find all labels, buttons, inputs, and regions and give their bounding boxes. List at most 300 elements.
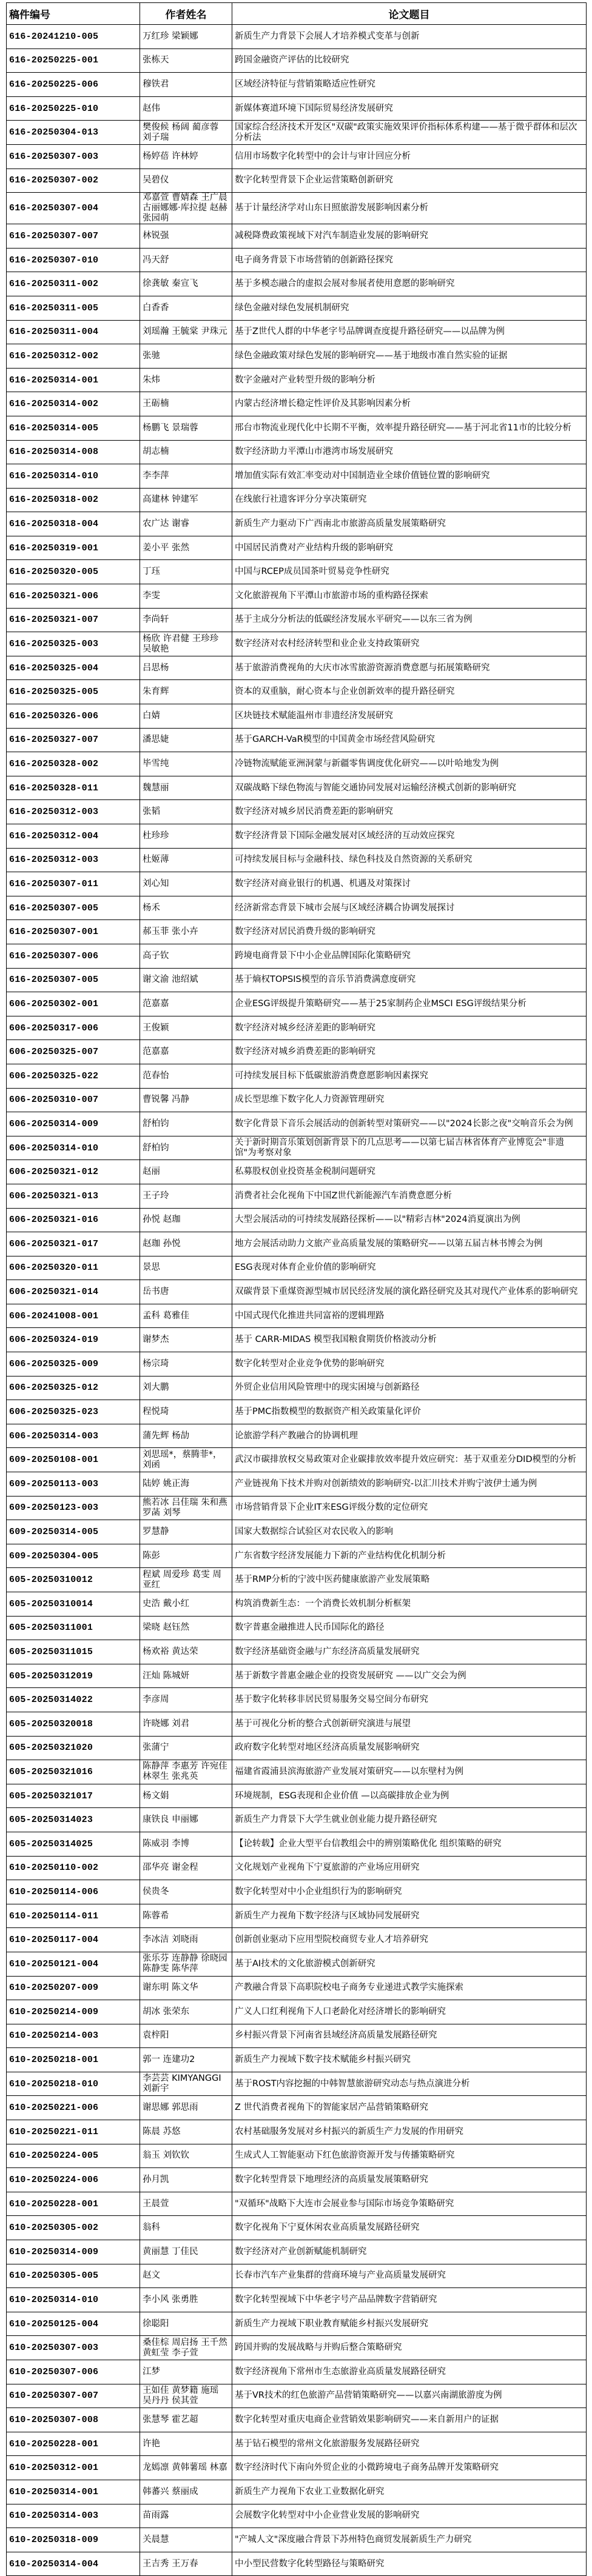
title-cell: 大型会展活动的可持续发展路径探析——以"精彩吉林"2024消夏演出为例 [232,1208,587,1232]
manuscript-id-cell: 610-20250125-004 [7,2312,140,2336]
author-cell: 梁晓 赵钰然 [140,1616,232,1640]
table-row [7,320,587,344]
title-cell: 福建省霞浦县滨海旅游产业发展对策研究——以东壁村为例 [232,1760,587,1784]
author-cell: 林锐强 [140,224,232,249]
table-row [7,776,587,800]
table-row [7,1448,587,1472]
manuscript-id-cell: 609-20250123-003 [7,1496,140,1520]
author-cell: 胡冰 张荣东 [140,2000,232,2024]
table-row [7,416,587,440]
table-row [7,2192,587,2216]
manuscript-id-cell: 605-20250310012 [7,1568,140,1592]
title-cell: 经济新常态背景下城市会展与区域经济耦合协调发展探讨 [232,896,587,920]
author-cell: 陈彭 [140,1544,232,1568]
table-row [7,992,587,1016]
manuscript-id-cell: 606-20250317-006 [7,1016,140,1040]
author-cell: 熊若冰 吕佳瑞 朱和燕 罗菡 刘琴 [140,1496,232,1520]
table-row [7,1280,587,1304]
title-cell: 产业链视角下技术并购对创新绩效的影响研究-以汇川技术并购宁波伊士通为例 [232,1472,587,1497]
table-row [7,1976,587,2000]
table-row [7,1856,587,1880]
author-cell: 杜珍珍 [140,824,232,849]
author-cell: 郭一 连建功2 [140,2048,232,2072]
author-cell: 杨鹏飞 景瑞蓉 [140,416,232,440]
manuscript-id-cell: 610-20250314-010 [7,2288,140,2312]
manuscript-id-cell: 606-20250320-011 [7,1256,140,1280]
author-cell: 毕雪纯 [140,752,232,776]
manuscript-id-cell: 610-20250307-003 [7,2336,140,2360]
title-cell: 基于VR技术的红色旅游产品营销策略研究——以嘉兴南湖旅游度为例 [232,2384,587,2408]
author-cell: 蒲先辉 杨劼 [140,1424,232,1448]
author-cell: 丁珏 [140,560,232,584]
title-cell: 基于主成分分析法的低碳经济发展水平研究——以东三省为例 [232,608,587,632]
manuscript-id-cell: 616-20250312-003 [7,848,140,872]
manuscript-id-cell: 606-20250325-022 [7,1064,140,1088]
manuscript-id-cell: 606-20241008-001 [7,1304,140,1328]
title-cell: 新媒体赛道环境下国际贸易经济发展研究 [232,96,587,121]
manuscript-id-cell: 610-20250314-004 [7,2552,140,2576]
table-row [7,392,587,416]
title-cell: 新质生产力驱动下广西南北市旅游高质量发展策略研究 [232,512,587,536]
table-row [7,512,587,536]
table-row [7,1016,587,1040]
author-cell: 龙嫣凛 黄韩薯瑶 林嘉 [140,2456,232,2480]
manuscript-id-cell: 609-20250304-005 [7,1544,140,1568]
manuscript-id-cell: 610-20250114-006 [7,1880,140,1904]
table-row [7,1160,587,1184]
title-cell: 关于新时期音乐策划创新背景下的几点思考——以第七届吉林省体育产业博览会"非遗馆"为考察对象 [232,1136,587,1160]
table-row [7,1040,587,1064]
title-cell: 数字经济对城乡经济差距的影响研究 [232,1016,587,1040]
manuscript-id-cell: 616-20250304-013 [7,121,140,145]
author-cell: 姜小平 张然 [140,536,232,560]
table-row [7,2312,587,2336]
manuscript-id-cell: 606-20250310-007 [7,1088,140,1112]
table-row [7,1088,587,1112]
title-cell: 增加值实际有效汇率变动对中国制造业全球价值链位置的影响研究 [232,464,587,489]
author-cell: 杨禾 [140,896,232,920]
author-cell: 陈蓉希 [140,1904,232,1928]
manuscript-id-cell: 610-20250307-006 [7,2360,140,2384]
table-row [7,1808,587,1832]
manuscript-id-cell: 616-20250312-003 [7,800,140,824]
manuscript-id-cell: 605-20250314023 [7,1808,140,1832]
manuscript-id-cell: 616-20250314-005 [7,416,140,440]
title-cell: 基于熵权TOPSIS模型的音乐节消费满意度研究 [232,968,587,992]
table-row [7,968,587,992]
table-row [7,2288,587,2312]
author-cell: 程悦琦 [140,1400,232,1424]
header-paper-title: 论文题目 [232,3,587,25]
title-cell: 基于AI技术的文化旅游模式创新研究 [232,1952,587,1976]
title-cell: 企业ESG评级提升策略研究——基于25家制药企业MSCI ESG评级结果分析 [232,992,587,1016]
author-cell: 邵华亮 谢金程 [140,1856,232,1880]
title-cell: 地方会展活动助力文旅产业高质量发展的策略研究——以第五届吉林书博会为例 [232,1232,587,1256]
table-row [7,48,587,73]
author-cell: 苗雨露 [140,2504,232,2528]
table-row [7,1760,587,1784]
table-row [7,488,587,512]
table-row [7,944,587,968]
title-cell: 外贸企业信用风险管理中的现实困境与创新路径 [232,1376,587,1400]
title-cell: 【论转载】企业大型平台信教组会中的辨别策略优化 组织策略的研究 [232,1832,587,1856]
title-cell: 基于新数字普惠金融企业的投资发展研究 ——以广交会为例 [232,1664,587,1688]
manuscript-id-cell: 610-20250307-007 [7,2384,140,2408]
author-cell: 朱育辉 [140,680,232,704]
author-cell: 杨宗琦 [140,1352,232,1376]
author-cell: 李尚轩 [140,608,232,632]
table-row [7,1904,587,1928]
author-cell: 白婧 [140,704,232,729]
manuscript-id-cell: 606-20250324-019 [7,1328,140,1352]
manuscript-id-cell: 606-20250325-007 [7,1040,140,1064]
table-row [7,1664,587,1688]
author-cell: 白香香 [140,296,232,320]
table-row [7,800,587,824]
author-cell: 孙悦 赵珈 [140,1208,232,1232]
manuscript-id-cell: 616-20250314-001 [7,368,140,392]
manuscript-id-cell: 616-20250307-001 [7,920,140,944]
author-cell: 徐龚敏 秦宣飞 [140,272,232,296]
title-cell: 双碳战略下绿色物流与智能交通协同发展对运输经济模式创新的影响研究 [232,776,587,800]
title-cell: 中国居民消费对产业结构升级的影响研究 [232,536,587,560]
title-cell: 数字化转型背景下企业运营策略创新研究 [232,169,587,193]
author-cell: 范嘉嘉 [140,992,232,1016]
title-cell: 电子商务背景下市场营销的创新路径探究 [232,248,587,272]
title-cell: 双碳背景下重煤资源型城市居民经济发展的演化路径研究及其对现代产业体系的影响研究 [232,1280,587,1304]
title-cell: 中小型民营数字化转型路径与策略研究 [232,2552,587,2576]
manuscript-id-cell: 606-20250321-017 [7,1232,140,1256]
table-row [7,25,587,49]
manuscript-id-cell: 610-20250218-001 [7,2048,140,2072]
title-cell: 乡村振兴背景下河南省县域经济高质量发展路径研究 [232,2024,587,2048]
table-row [7,704,587,729]
manuscript-id-cell: 605-20250311015 [7,1640,140,1664]
author-cell: 杨婷蓓 许林婷 [140,144,232,169]
author-cell: 李冰洁 刘晓雨 [140,1928,232,1952]
table-row [7,2360,587,2384]
manuscript-id-cell: 605-20250321020 [7,1736,140,1760]
table-row [7,2216,587,2240]
table-row [7,2168,587,2192]
author-cell: 张蒲宁 [140,1736,232,1760]
title-cell: 数字化转型视域下中华老字号产品品牌数字营销研究 [232,2288,587,2312]
author-cell: 孙月凯 [140,2168,232,2192]
manuscript-id-cell: 616-20250325-005 [7,680,140,704]
table-row [7,656,587,680]
title-cell: 成长型思维下数字化人力资源管理研究 [232,1088,587,1112]
title-cell: 在线旅行社遗客评分分享决策研究 [232,488,587,512]
title-cell: 基于RMP分析的宁波中医药健康旅游产业发展策略 [232,1568,587,1592]
title-cell: 论旅游学科产教融合的协调机理 [232,1424,587,1448]
table-row [7,1352,587,1376]
manuscript-id-cell: 616-20250312-002 [7,344,140,369]
manuscript-id-cell: 616-20250225-006 [7,73,140,97]
title-cell: 数字金融对产业转型升级的影响分析 [232,368,587,392]
title-cell: 区块链技术赋能温州市非遗经济发展研究 [232,704,587,729]
manuscript-id-cell: 610-20250207-009 [7,1976,140,2000]
author-cell: 袁梓阳 [140,2024,232,2048]
title-cell: 新质生产力视角下农业工业数据化研究 [232,2480,587,2504]
manuscript-id-cell: 610-20250305-002 [7,2216,140,2240]
table-row [7,2120,587,2144]
table-row [7,1304,587,1328]
manuscript-id-cell: 610-20250314-003 [7,2504,140,2528]
table-row [7,560,587,584]
manuscript-id-cell: 616-20250327-007 [7,728,140,752]
title-cell: 广义人口红利视角下人口老龄化对经济增长的影响研究 [232,2000,587,2024]
author-cell: 桑佳棕 周启扬 王千然 黄虹莹 李子萱 [140,2336,232,2360]
manuscript-id-cell: 610-20250221-011 [7,2120,140,2144]
title-cell: 基于GARCH-VaR模型的中国黄金市场经营风险研究 [232,728,587,752]
title-cell: 跨国并购的发展战略与并购后整合策略研究 [232,2336,587,2360]
table-row [7,1232,587,1256]
author-cell: 岳书唐 [140,1280,232,1304]
title-cell: Z 世代消费者视角下的智能家居产品营销策略研究 [232,2096,587,2120]
title-cell: 数字经济对产业创新赋能机制研究 [232,2240,587,2264]
author-cell: 江梦 [140,2360,232,2384]
table-row [7,169,587,193]
title-cell: 文化规划产业视角下宁夏旅游的产业场应用研究 [232,1856,587,1880]
table-row [7,144,587,169]
table-row [7,1640,587,1664]
author-cell: 陆婷 姚正海 [140,1472,232,1497]
author-cell: 杨欢裕 黄达荣 [140,1640,232,1664]
table-row [7,632,587,656]
author-cell: 王俊颖 [140,1016,232,1040]
manuscript-id-cell: 606-20250325-009 [7,1352,140,1376]
table-row [7,2552,587,2576]
author-cell: 陈威羽 李博 [140,1832,232,1856]
author-cell: 赵伟 [140,96,232,121]
title-cell: 跨国金融资产评估的比较研究 [232,48,587,73]
table-row [7,2504,587,2528]
header-manuscript-id: 稿件编号 [7,3,140,25]
manuscript-id-cell: 606-20250302-001 [7,992,140,1016]
header-author-names: 作者姓名 [140,3,232,25]
table-row [7,1928,587,1952]
title-cell: ESG表现对体育企业价值的影响研究 [232,1256,587,1280]
manuscript-id-cell: 616-20250311-004 [7,320,140,344]
author-cell: 吴碧仪 [140,169,232,193]
table-row [7,1208,587,1232]
manuscript-id-cell: 616-20250321-006 [7,584,140,609]
title-cell: 创新创业驱动下应用型院校商贸专业人才培养研究 [232,1928,587,1952]
title-cell: 数字经济对城乡居民消费差距的影响研究 [232,800,587,824]
title-cell: 数字化转型对企业竞争优势的影响研究 [232,1352,587,1376]
table-row [7,1376,587,1400]
manuscript-id-cell: 616-20250314-008 [7,440,140,464]
manuscript-id-cell: 616-20250314-010 [7,464,140,489]
table-row [7,848,587,872]
manuscript-id-cell: 605-20250320018 [7,1712,140,1736]
author-cell: 李芸芸 KIMYANGGI 刘新宇 [140,2072,232,2096]
table-row [7,2528,587,2552]
table-row [7,1880,587,1904]
author-cell: 李彦周 [140,1688,232,1712]
author-cell: 杨文娟 [140,1784,232,1808]
title-cell: 基于钻石模型的常州文化旅游服务发展路径研究 [232,2432,587,2456]
title-cell: 广东省数字经济发展能力下新的产业结构优化机制分析 [232,1544,587,1568]
manuscript-id-cell: 616-20250314-002 [7,392,140,416]
manuscript-id-cell: 605-20250314022 [7,1688,140,1712]
author-cell: 张韬 [140,800,232,824]
author-cell: 赵珈 孙悦 [140,1232,232,1256]
author-cell: 张慧琴 霍艺超 [140,2408,232,2432]
author-cell: 王晨萱 [140,2192,232,2216]
title-cell: 数字经济时代下南向外贸企业的小微跨境电子商务品牌开发策略研究 [232,2456,587,2480]
table-row [7,296,587,320]
title-cell: 市场营销背景下企业IT来ESG评级分数的定位研究 [232,1496,587,1520]
manuscript-id-cell: 616-20250318-004 [7,512,140,536]
manuscript-id-cell: 616-20250326-006 [7,704,140,729]
title-cell: 冷链物流赋能亚洲洞蒙与新疆零售调度优化研究——以叶哈地发为例 [232,752,587,776]
table-row [7,1736,587,1760]
title-cell: 基于旅游消费视角的大庆市冰雪旅游资源消费意愿与拓展策略研究 [232,656,587,680]
table-row [7,2240,587,2264]
manuscript-id-cell: 605-20250321017 [7,1784,140,1808]
table-row [7,1136,587,1160]
table-row [7,2024,587,2048]
title-cell: 产教融合背景下高职院校电子商务专业递进式教学实施探索 [232,1976,587,2000]
title-cell: 可持续发展目标与金融科技、绿色科技及自然资源的关系研究 [232,848,587,872]
author-cell: 樊俊候 杨阔 蔺彦蓉 刘子瑞 [140,121,232,145]
author-cell: 吕思杨 [140,656,232,680]
title-cell: 基于可视化分析的整合式创新研究演进与展望 [232,1712,587,1736]
author-cell: 胡志楠 [140,440,232,464]
manuscript-id-cell: 616-20250307-005 [7,896,140,920]
manuscript-id-cell: 606-20250314-003 [7,1424,140,1448]
title-cell: 绿色金融政策对绿色发展的影响研究——基于地级市准自然实验的证据 [232,344,587,369]
author-cell: 赵文 [140,2264,232,2288]
author-cell: 景思 [140,1256,232,1280]
title-cell: 数字经济对居民消费升级的影响研究 [232,920,587,944]
table-row [7,2480,587,2504]
manuscript-id-cell: 610-20250305-005 [7,2264,140,2288]
manuscript-id-cell: 610-20250121-004 [7,1952,140,1976]
author-cell: 杜姬薄 [140,848,232,872]
table-row [7,824,587,849]
author-cell: 刘思瑶*，蔡腾菲*，刘函 [140,1448,232,1472]
manuscript-id-cell: 606-20250325-012 [7,1376,140,1400]
table-row [7,1184,587,1208]
table-row [7,224,587,249]
table-row [7,584,587,609]
author-cell: 赵丽 [140,1160,232,1184]
table-row [7,1496,587,1520]
manuscript-id-cell: 610-20250228-001 [7,2432,140,2456]
table-row [7,2264,587,2288]
manuscript-id-cell: 610-20250110-002 [7,1856,140,1880]
title-cell: 基于PMC指数模型的数据资产相关政策量化评价 [232,1400,587,1424]
author-cell: 万红珍 梁颖娜 [140,25,232,49]
table-row [7,1832,587,1856]
table-row [7,680,587,704]
table-row [7,2384,587,2408]
author-cell: 舒柏钧 [140,1136,232,1160]
table-row [7,872,587,896]
title-cell: 新质生产力背景下大学生就业创业能力提升路径研究 [232,1808,587,1832]
table-row [7,1712,587,1736]
manuscript-id-cell: 616-20250307-010 [7,248,140,272]
title-cell: 数字经济视角下常州市生态旅游业高质量发展路径研究 [232,2360,587,2384]
author-cell: 范嘉嘉 [140,1040,232,1064]
table-row [7,1472,587,1497]
table-body [7,25,587,2576]
manuscript-id-cell: 616-20250320-005 [7,560,140,584]
author-cell: 郝玉菲 张小卉 [140,920,232,944]
author-cell: 许晓娜 刘君 [140,1712,232,1736]
title-cell: 基于数字化转移非居民贸易服务交易空间分布研究 [232,1688,587,1712]
manuscript-id-cell: 616-20250325-004 [7,656,140,680]
table-row [7,2072,587,2096]
manuscript-id-cell: 610-20250307-008 [7,2408,140,2432]
table-row [7,96,587,121]
title-cell: 环境规制，ESG表现和企业价值 —以高碳排放企业为例 [232,1784,587,1808]
title-cell: 数字经济助力平潭山市港湾市场发展研究 [232,440,587,464]
manuscript-id-cell: 610-20250314-001 [7,2480,140,2504]
author-cell: 李雯 [140,584,232,609]
table-row [7,248,587,272]
author-cell: 魏慧丽 [140,776,232,800]
manuscript-id-cell: 616-20250307-011 [7,872,140,896]
author-cell: 王砺楠 [140,392,232,416]
author-cell: 孟科 葛雅佳 [140,1304,232,1328]
table-row [7,2408,587,2432]
table-row [7,193,587,224]
manuscript-id-cell: 610-20250224-006 [7,2168,140,2192]
title-cell: "产城人文"深度融合背景下苏州特色商贸发展新质生产力研究 [232,2528,587,2552]
manuscript-id-cell: 616-20250225-001 [7,48,140,73]
author-cell: 曹锐馨 冯静 [140,1088,232,1112]
author-cell: 汪灿 陈城妍 [140,1664,232,1688]
author-cell: 张驰 [140,344,232,369]
table-row [7,920,587,944]
table-row [7,368,587,392]
author-cell: 王吉秀 王万春 [140,2552,232,2576]
author-cell: 谢思娜 郭思雨 [140,2096,232,2120]
table-row [7,344,587,369]
author-cell: 农广达 谢睿 [140,512,232,536]
author-cell: 李李萍 [140,464,232,489]
title-cell: 数字化视角下宁夏休闲农业高质量发展路径研究 [232,2216,587,2240]
manuscript-id-cell: 616-20250328-002 [7,752,140,776]
title-cell: 数字化背景下音乐会展活动的创新转型对策研究——以"2024长影之夜"交响音乐会为例 [232,1112,587,1136]
manuscript-id-cell: 616-20250312-004 [7,824,140,849]
title-cell: 数字经济对城乡消费差距的影响研究 [232,1040,587,1064]
manuscript-id-cell: 606-20250321-012 [7,1160,140,1184]
table-row [7,464,587,489]
manuscript-id-cell: 606-20250321-016 [7,1208,140,1232]
author-cell: 程斌 周爱珍 葛雯 周亚红 [140,1568,232,1592]
author-cell: 罗慧静 [140,1520,232,1544]
title-cell: 新质生产力视角下数字经济与区域协同发展研究 [232,1904,587,1928]
title-cell: "双循环"战略下大连市会展业参与国际市场竞争策略研究 [232,2192,587,2216]
document-page [6,2,586,2576]
author-cell: 潘思婕 [140,728,232,752]
manuscript-id-cell: 616-20241210-005 [7,25,140,49]
author-cell: 冯天舒 [140,248,232,272]
table-row [7,728,587,752]
title-cell: 文化旅游视角下平潭山市旅游市场的重构路径探索 [232,584,587,609]
table-row [7,1424,587,1448]
manuscript-id-cell: 610-20250221-006 [7,2096,140,2120]
manuscript-id-cell: 609-20250113-003 [7,1472,140,1497]
table-row [7,1616,587,1640]
author-cell: 关晨慧 [140,2528,232,2552]
author-cell: 翁科 [140,2216,232,2240]
author-cell: 刘瑶瀚 王毓棠 尹珠元 [140,320,232,344]
